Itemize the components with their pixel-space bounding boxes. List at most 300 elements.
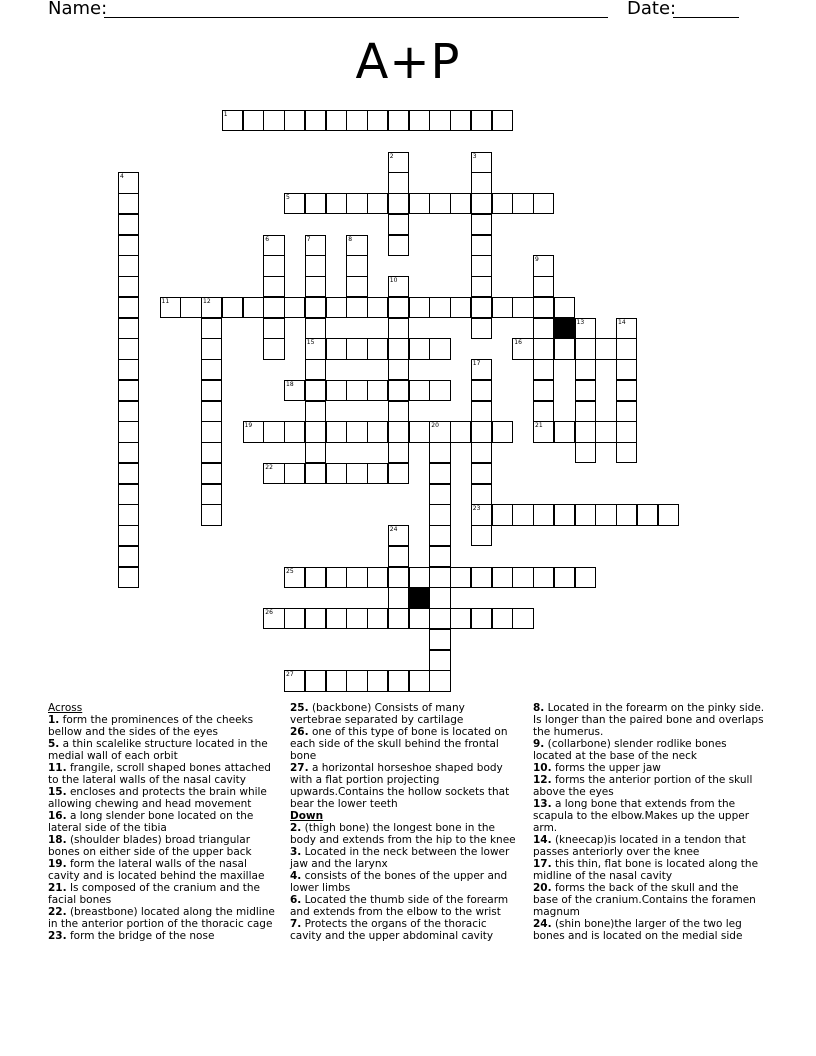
grid-cell[interactable] [305, 359, 326, 380]
clue-number-24: 24 [389, 526, 398, 533]
grid-cell[interactable] [429, 463, 450, 484]
clue-number-19: 19 [244, 422, 253, 430]
grid-cell[interactable] [201, 338, 222, 359]
grid-cell[interactable] [284, 193, 305, 214]
grid-cell[interactable] [492, 567, 513, 588]
clue-item-number: 10. [533, 762, 552, 774]
grid-cell[interactable] [533, 318, 554, 339]
grid-cell[interactable] [305, 401, 326, 422]
grid-cell[interactable] [367, 670, 388, 691]
grid-cell[interactable] [554, 421, 575, 442]
grid-cell[interactable] [471, 525, 492, 546]
page-title: A+P [355, 34, 461, 90]
clue-item [48, 738, 276, 762]
grid-cell[interactable] [554, 504, 575, 525]
grid-cell[interactable] [533, 297, 554, 318]
grid-cell[interactable] [284, 670, 305, 691]
grid-cell[interactable] [263, 297, 284, 318]
grid-cell[interactable] [595, 338, 616, 359]
grid-cell[interactable] [367, 380, 388, 401]
grid-cell[interactable] [492, 297, 513, 318]
grid-cell[interactable] [346, 608, 367, 629]
grid-cell[interactable] [305, 442, 326, 463]
grid-cell[interactable] [429, 380, 450, 401]
grid-cell[interactable] [118, 359, 139, 380]
grid-cell[interactable] [575, 567, 596, 588]
grid-cell[interactable] [575, 401, 596, 422]
grid-cell[interactable] [388, 172, 409, 193]
grid-cell[interactable] [492, 608, 513, 629]
clue-item [533, 918, 765, 942]
grid-cell[interactable] [388, 193, 409, 214]
clue-item [533, 738, 765, 762]
grid-cell[interactable] [263, 463, 284, 484]
grid-cell[interactable] [492, 110, 513, 131]
grid-cell[interactable] [388, 567, 409, 588]
grid-cell[interactable] [409, 297, 430, 318]
grid-cell[interactable] [201, 318, 222, 339]
grid-cell[interactable] [575, 359, 596, 380]
clue-number-11: 11 [161, 297, 170, 305]
clue-item-text: (kneecap)is located in a tendon that passes anteriorly over the knee [533, 834, 746, 858]
grid-cell[interactable] [305, 463, 326, 484]
grid-cell[interactable] [346, 338, 367, 359]
grid-cell[interactable] [284, 380, 305, 401]
grid-cell[interactable] [326, 567, 347, 588]
grid-cell[interactable] [637, 504, 658, 525]
grid-cell[interactable] [326, 193, 347, 214]
grid-cell[interactable] [388, 442, 409, 463]
grid-cell[interactable] [429, 546, 450, 567]
grid-cell[interactable] [450, 297, 471, 318]
grid-cell[interactable] [450, 608, 471, 629]
grid-cell[interactable] [512, 567, 533, 588]
grid-cell[interactable] [429, 587, 450, 608]
grid-cell[interactable] [471, 380, 492, 401]
clue-item [290, 846, 516, 870]
grid-cell[interactable] [326, 338, 347, 359]
grid-cell[interactable] [471, 401, 492, 422]
grid-cell[interactable] [616, 504, 637, 525]
grid-cell[interactable] [450, 421, 471, 442]
grid-cell[interactable] [409, 110, 430, 131]
clue-item [533, 834, 765, 858]
grid-cell[interactable] [471, 484, 492, 505]
clue-number-12: 12 [203, 297, 211, 305]
grid-cell[interactable] [388, 110, 409, 131]
grid-cell[interactable] [222, 110, 243, 131]
grid-cell[interactable] [616, 442, 637, 463]
grid-cell[interactable] [305, 670, 326, 691]
clue-item-number: 16. [48, 810, 67, 822]
grid-cell[interactable] [284, 608, 305, 629]
grid-cell[interactable] [512, 297, 533, 318]
grid-cell[interactable] [284, 463, 305, 484]
clue-item [48, 834, 276, 858]
grid-cell[interactable] [326, 463, 347, 484]
grid-cell[interactable] [409, 670, 430, 691]
grid-cell[interactable] [263, 110, 284, 131]
grid-cell[interactable] [409, 608, 430, 629]
grid-cell[interactable] [429, 525, 450, 546]
grid-cell[interactable] [367, 608, 388, 629]
grid-cell[interactable] [471, 318, 492, 339]
grid-cell[interactable] [388, 401, 409, 422]
clue-item-number: 14. [533, 834, 552, 846]
grid-cell[interactable] [118, 255, 139, 276]
clue-number-2: 2 [389, 152, 394, 160]
grid-cell[interactable] [326, 608, 347, 629]
grid-cell[interactable] [118, 525, 139, 546]
grid-cell[interactable] [533, 380, 554, 401]
grid-cell[interactable] [450, 110, 471, 131]
grid-cell[interactable] [616, 359, 637, 380]
grid-cell[interactable] [409, 338, 430, 359]
grid-cell[interactable] [575, 380, 596, 401]
grid-cell[interactable] [533, 359, 554, 380]
grid-cell[interactable] [118, 276, 139, 297]
grid-cell[interactable] [305, 235, 326, 256]
clue-item [48, 810, 276, 834]
grid-cell[interactable] [429, 650, 450, 671]
grid-cell[interactable] [305, 338, 326, 359]
grid-cell[interactable] [492, 504, 513, 525]
clue-item-number: 13. [533, 798, 552, 810]
grid-cell[interactable] [180, 297, 201, 318]
grid-cell[interactable] [471, 193, 492, 214]
grid-cell[interactable] [305, 421, 326, 442]
grid-cell[interactable] [471, 567, 492, 588]
grid-cell[interactable] [367, 193, 388, 214]
grid-cell[interactable] [305, 297, 326, 318]
grid-cell[interactable] [118, 172, 139, 193]
grid-cell[interactable] [616, 380, 637, 401]
grid-cell[interactable] [201, 442, 222, 463]
grid-cell[interactable] [429, 504, 450, 525]
grid-cell[interactable] [658, 504, 679, 525]
clue-number-7: 7 [306, 235, 311, 243]
grid-cell[interactable] [160, 297, 181, 318]
grid-cell[interactable] [346, 297, 367, 318]
clue-item-text: (backbone) Consists of many vertebrae separated by cartilage [290, 702, 465, 726]
clue-item [48, 786, 276, 810]
grid-cell[interactable] [118, 338, 139, 359]
grid-cell[interactable] [575, 338, 596, 359]
grid-cell[interactable] [118, 567, 139, 588]
grid-cell[interactable] [388, 587, 409, 608]
grid-cell[interactable] [346, 255, 367, 276]
grid-cell[interactable] [305, 255, 326, 276]
grid-cell[interactable] [471, 359, 492, 380]
grid-cell[interactable] [118, 297, 139, 318]
grid-cell[interactable] [388, 525, 409, 546]
grid-cell[interactable] [284, 567, 305, 588]
grid-cell[interactable] [305, 567, 326, 588]
clue-item-text: a thin scalelike structure located in the medial wall of each orbit [48, 738, 268, 762]
grid-cell[interactable] [222, 297, 243, 318]
clue-item [48, 858, 276, 882]
grid-cell[interactable] [492, 421, 513, 442]
grid-cell[interactable] [201, 401, 222, 422]
grid-cell[interactable] [367, 297, 388, 318]
grid-cell[interactable] [512, 608, 533, 629]
clue-number-27: 27 [286, 671, 294, 679]
clue-item-number: 26. [290, 726, 309, 738]
clue-number-5: 5 [286, 194, 290, 201]
grid-cell[interactable] [471, 504, 492, 525]
grid-cell[interactable] [305, 276, 326, 297]
grid-cell[interactable] [471, 421, 492, 442]
grid-cell[interactable] [409, 380, 430, 401]
grid-cell[interactable] [263, 255, 284, 276]
grid-cell[interactable] [533, 421, 554, 442]
grid-cell[interactable] [201, 463, 222, 484]
grid-cell[interactable] [305, 193, 326, 214]
clue-item-number: 24. [533, 918, 552, 930]
grid-cell[interactable] [326, 110, 347, 131]
grid-cell[interactable] [201, 380, 222, 401]
grid-cell[interactable] [118, 504, 139, 525]
grid-cell[interactable] [533, 401, 554, 422]
grid-cell[interactable] [616, 338, 637, 359]
grid-cell[interactable] [326, 670, 347, 691]
clue-number-6: 6 [265, 235, 270, 243]
grid-cell[interactable] [409, 193, 430, 214]
clue-number-10: 10 [389, 277, 398, 284]
grid-cell[interactable] [429, 670, 450, 691]
clue-item [533, 798, 765, 834]
grid-cell[interactable] [471, 297, 492, 318]
grid-cell[interactable] [305, 380, 326, 401]
grid-cell[interactable] [575, 504, 596, 525]
grid-cell[interactable] [533, 338, 554, 359]
grid-cell[interactable] [616, 401, 637, 422]
clue-item-number: 23. [48, 930, 67, 942]
grid-cell[interactable] [284, 110, 305, 131]
down-clue-list [290, 822, 516, 942]
clue-item-text: (shin bone)the larger of the two leg bones and is located on the medial side [533, 918, 743, 942]
grid-cell[interactable] [471, 152, 492, 173]
grid-cell[interactable] [492, 193, 513, 214]
grid-cell[interactable] [575, 421, 596, 442]
grid-cell[interactable] [450, 193, 471, 214]
grid-cell[interactable] [326, 297, 347, 318]
grid-cell[interactable] [367, 567, 388, 588]
clue-item [290, 870, 516, 894]
clue-item-text: Located the thumb side of the forearm and extends from the elbow to the wrist [290, 894, 509, 918]
clue-item-text: (breastbone) located along the midline in the anterior portion of the thoracic cage [48, 906, 275, 930]
clue-item-number: 4. [290, 870, 302, 882]
grid-cell[interactable] [429, 484, 450, 505]
grid-cell[interactable] [388, 152, 409, 173]
clue-item-number: 25. [290, 702, 309, 714]
clue-item [48, 930, 276, 942]
grid-cell[interactable] [429, 297, 450, 318]
grid-cell[interactable] [429, 567, 450, 588]
grid-cell[interactable] [346, 110, 367, 131]
grid-cell[interactable] [388, 463, 409, 484]
grid-cell[interactable] [305, 608, 326, 629]
grid-cell[interactable] [118, 484, 139, 505]
grid-cell[interactable] [243, 421, 264, 442]
grid-cell[interactable] [554, 338, 575, 359]
grid-cell[interactable] [575, 442, 596, 463]
grid-cell[interactable] [616, 318, 637, 339]
grid-cell[interactable] [616, 421, 637, 442]
grid-cell[interactable] [118, 442, 139, 463]
grid-cell[interactable] [533, 276, 554, 297]
clue-number-8: 8 [348, 235, 353, 243]
grid-cell[interactable] [429, 442, 450, 463]
clue-item [48, 762, 276, 786]
grid-cell[interactable] [346, 463, 367, 484]
black-square [554, 318, 575, 339]
grid-cell[interactable] [263, 318, 284, 339]
grid-cell[interactable] [243, 110, 264, 131]
grid-cell[interactable] [471, 172, 492, 193]
grid-cell[interactable] [367, 338, 388, 359]
clue-item [290, 762, 516, 810]
grid-cell[interactable] [533, 567, 554, 588]
grid-cell[interactable] [429, 629, 450, 650]
grid-cell[interactable] [201, 359, 222, 380]
grid-cell[interactable] [243, 297, 264, 318]
grid-cell[interactable] [388, 670, 409, 691]
name-line[interactable] [104, 17, 608, 18]
grid-cell[interactable] [346, 235, 367, 256]
grid-cell[interactable] [346, 276, 367, 297]
grid-cell[interactable] [388, 608, 409, 629]
grid-cell[interactable] [263, 276, 284, 297]
grid-cell[interactable] [305, 318, 326, 339]
grid-cell[interactable] [512, 338, 533, 359]
grid-cell[interactable] [284, 297, 305, 318]
clue-item [48, 906, 276, 930]
grid-cell[interactable] [388, 421, 409, 442]
grid-cell[interactable] [118, 380, 139, 401]
grid-cell[interactable] [118, 546, 139, 567]
grid-cell[interactable] [429, 338, 450, 359]
grid-cell[interactable] [471, 463, 492, 484]
grid-cell[interactable] [346, 567, 367, 588]
clue-item [533, 858, 765, 882]
clue-item-text: forms the upper jaw [554, 762, 661, 774]
clue-item [290, 894, 516, 918]
grid-cell[interactable] [326, 380, 347, 401]
grid-cell[interactable] [533, 504, 554, 525]
grid-cell[interactable] [388, 338, 409, 359]
date-line[interactable] [673, 17, 739, 18]
grid-cell[interactable] [429, 608, 450, 629]
clue-item-text: form the lateral walls of the nasal cavity and is located behind the maxillae [48, 858, 265, 882]
grid-cell[interactable] [450, 567, 471, 588]
grid-cell[interactable] [118, 318, 139, 339]
grid-cell[interactable] [388, 546, 409, 567]
grid-cell[interactable] [471, 442, 492, 463]
grid-cell[interactable] [471, 235, 492, 256]
grid-cell[interactable] [471, 608, 492, 629]
grid-cell[interactable] [512, 193, 533, 214]
grid-cell[interactable] [367, 110, 388, 131]
grid-cell[interactable] [575, 318, 596, 339]
grid-cell[interactable] [554, 567, 575, 588]
grid-cell[interactable] [201, 504, 222, 525]
grid-cell[interactable] [367, 421, 388, 442]
clue-item-text: a horizontal horseshoe shaped body with a flat portion projecting upwards.Contains the hollow sockets that bear the lower teeth [290, 762, 510, 810]
grid-cell[interactable] [409, 421, 430, 442]
grid-cell[interactable] [118, 421, 139, 442]
grid-cell[interactable] [388, 297, 409, 318]
clue-item-number: 6. [290, 894, 302, 906]
grid-cell[interactable] [595, 421, 616, 442]
clue-item [533, 882, 765, 918]
grid-cell[interactable] [388, 380, 409, 401]
grid-cell[interactable] [118, 193, 139, 214]
grid-cell[interactable] [388, 318, 409, 339]
grid-cell[interactable] [305, 110, 326, 131]
worksheet-header [0, 0, 816, 24]
grid-cell[interactable] [471, 276, 492, 297]
grid-cell[interactable] [554, 297, 575, 318]
grid-cell[interactable] [201, 297, 222, 318]
grid-cell[interactable] [429, 421, 450, 442]
clue-number-18: 18 [286, 380, 294, 388]
grid-cell[interactable] [326, 421, 347, 442]
clue-item-text: form the prominences of the cheeks bellow and the sides of the eyes [48, 714, 254, 738]
grid-cell[interactable] [263, 608, 284, 629]
grid-cell[interactable] [263, 235, 284, 256]
grid-cell[interactable] [409, 567, 430, 588]
grid-cell[interactable] [118, 463, 139, 484]
grid-cell[interactable] [471, 255, 492, 276]
clue-number-4: 4 [120, 173, 124, 181]
clue-item-text: encloses and protects the brain while allowing chewing and head movement [48, 786, 267, 810]
grid-cell[interactable] [429, 193, 450, 214]
grid-cell[interactable] [346, 193, 367, 214]
grid-cell[interactable] [118, 235, 139, 256]
grid-cell[interactable] [388, 235, 409, 256]
grid-cell[interactable] [471, 214, 492, 235]
grid-cell[interactable] [346, 670, 367, 691]
grid-cell[interactable] [471, 110, 492, 131]
grid-cell[interactable] [595, 504, 616, 525]
grid-cell[interactable] [367, 463, 388, 484]
grid-cell[interactable] [263, 338, 284, 359]
grid-cell[interactable] [533, 193, 554, 214]
grid-cell[interactable] [346, 380, 367, 401]
grid-cell[interactable] [512, 504, 533, 525]
grid-cell[interactable] [388, 276, 409, 297]
clue-item-number: 18. [48, 834, 67, 846]
grid-cell[interactable] [388, 359, 409, 380]
clue-item [533, 774, 765, 798]
clue-number-22: 22 [265, 463, 273, 471]
grid-cell[interactable] [201, 484, 222, 505]
grid-cell[interactable] [118, 214, 139, 235]
name-label: Name: [48, 0, 108, 19]
grid-cell[interactable] [388, 214, 409, 235]
grid-cell[interactable] [284, 421, 305, 442]
grid-cell[interactable] [346, 421, 367, 442]
clue-item-number: 22. [48, 906, 67, 918]
clue-number-16: 16 [514, 339, 522, 347]
clue-item-text: a long bone that extends from the scapula to the elbow.Makes up the upper arm. [533, 798, 750, 834]
grid-cell[interactable] [118, 401, 139, 422]
grid-cell[interactable] [429, 110, 450, 131]
grid-cell[interactable] [201, 421, 222, 442]
grid-cell[interactable] [263, 421, 284, 442]
grid-cell[interactable] [533, 255, 554, 276]
